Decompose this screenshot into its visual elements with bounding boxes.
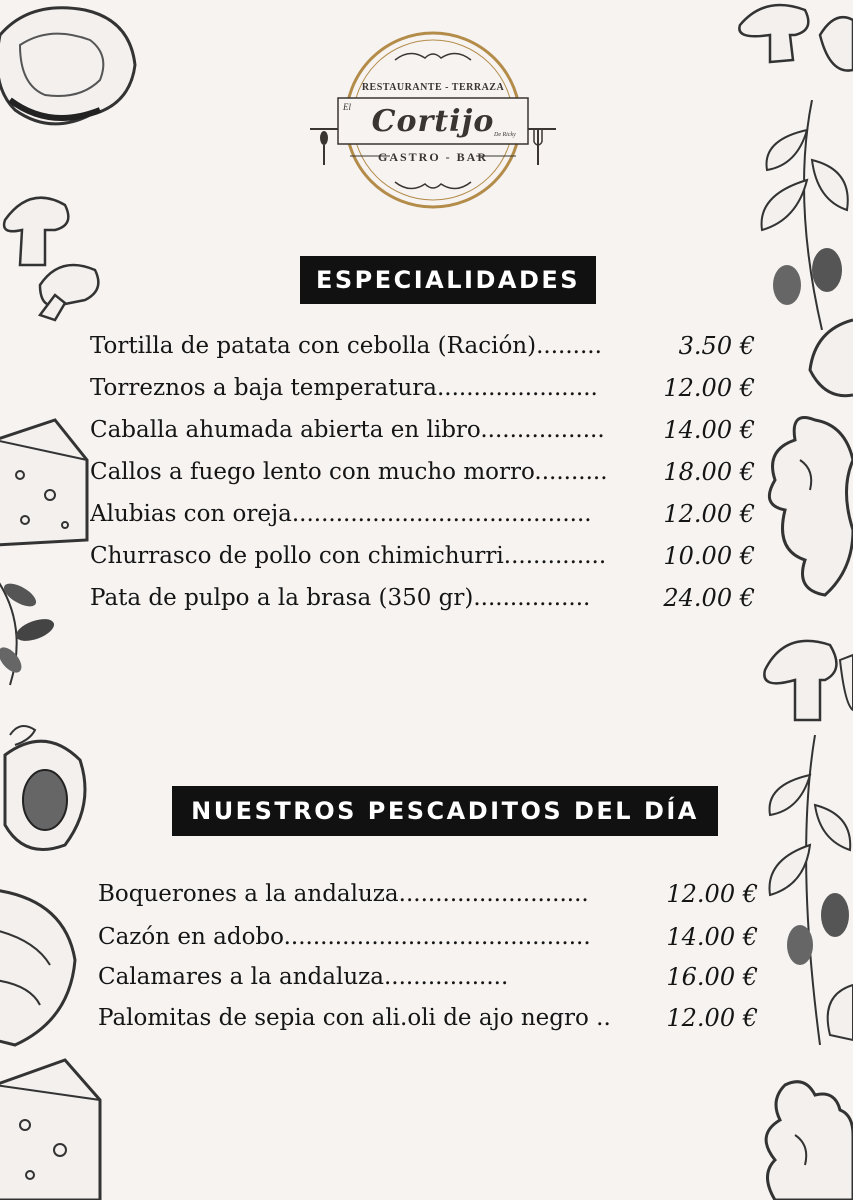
menu-item [98, 957, 758, 997]
menu-item [98, 874, 758, 914]
menu-item [90, 326, 755, 366]
menu-item-name: Tortilla de patata con cebolla (Ración)......... [90, 333, 602, 359]
menu-item-name: Torreznos a baja temperatura...................... [90, 375, 598, 401]
logo-top-text: RESTAURANTE - TERRAZA [361, 82, 505, 93]
menu-item [90, 410, 755, 450]
menu-item-name: Calamares a la andaluza................. [98, 964, 509, 990]
menu-item-name: Palomitas de sepia con ali.oli de ajo negro .. [98, 1005, 611, 1031]
steak-illustration [0, 0, 150, 145]
menu-item-price: 12.00 € [663, 374, 755, 402]
menu-item [90, 368, 755, 408]
menu-item-price: 14.00 € [666, 923, 758, 951]
menu-item-price: 16.00 € [666, 963, 758, 991]
menu-item-price: 3.50 € [678, 332, 755, 360]
menu-item-price: 18.00 € [663, 458, 755, 486]
tomato-illustration-left [0, 715, 95, 865]
olive-branch-illustration-right-bottom [760, 735, 853, 1045]
menu-item [90, 494, 755, 534]
menu-item [90, 536, 755, 576]
menu-item-name: Pata de pulpo a la brasa (350 gr)................ [90, 585, 591, 611]
restaurant-logo [310, 30, 556, 210]
menu-item-price: 24.00 € [663, 584, 755, 612]
menu-item-price: 12.00 € [666, 880, 758, 908]
menu-item-price: 10.00 € [663, 542, 755, 570]
mushroom-illustration-right [760, 630, 853, 740]
cheese-illustration-left [0, 400, 90, 550]
section-title-pescaditos: NUESTROS PESCADITOS DEL DÍA [172, 786, 718, 836]
logo-prefix: El [343, 102, 351, 112]
especialidades-list [90, 326, 755, 616]
menu-item-name: Cazón en adobo.......................................... [98, 924, 591, 950]
menu-item-name: Callos a fuego lento con mucho morro.......... [90, 459, 608, 485]
logo-byline: De Ricky [494, 132, 516, 138]
menu-item-name: Caballa ahumada abierta en libro................. [90, 417, 605, 443]
menu-item-name: Alubias con oreja......................................... [90, 501, 592, 527]
pescaditos-list [98, 874, 758, 1044]
logo-bottom-text: GASTRO - BAR [377, 150, 488, 164]
menu-item-price: 12.00 € [666, 1004, 758, 1032]
menu-item-price: 12.00 € [663, 500, 755, 528]
menu-item-price: 14.00 € [663, 416, 755, 444]
menu-item-name: Churrasco de pollo con chimichurri.............. [90, 543, 607, 569]
logo-name: Cortijo [371, 104, 495, 139]
mushroom-illustration-top-right [735, 0, 853, 100]
menu-item-name: Boquerones a la andaluza.......................... [98, 881, 589, 907]
section-title-especialidades: ESPECIALIDADES [300, 256, 596, 304]
ginger-illustration-right [755, 310, 853, 630]
cheese-illustration-bottom-left [0, 1055, 105, 1200]
olive-branch-illustration-left [0, 560, 80, 690]
menu-item [90, 452, 755, 492]
menu-item [98, 998, 758, 1038]
croissant-illustration-left [0, 880, 80, 1050]
olive-branch-illustration-right-top [752, 100, 853, 330]
menu-item [98, 917, 758, 957]
mushroom-illustration-top-left [0, 185, 110, 335]
menu-item [90, 578, 755, 618]
ginger-illustration-bottom-right [755, 1075, 853, 1200]
